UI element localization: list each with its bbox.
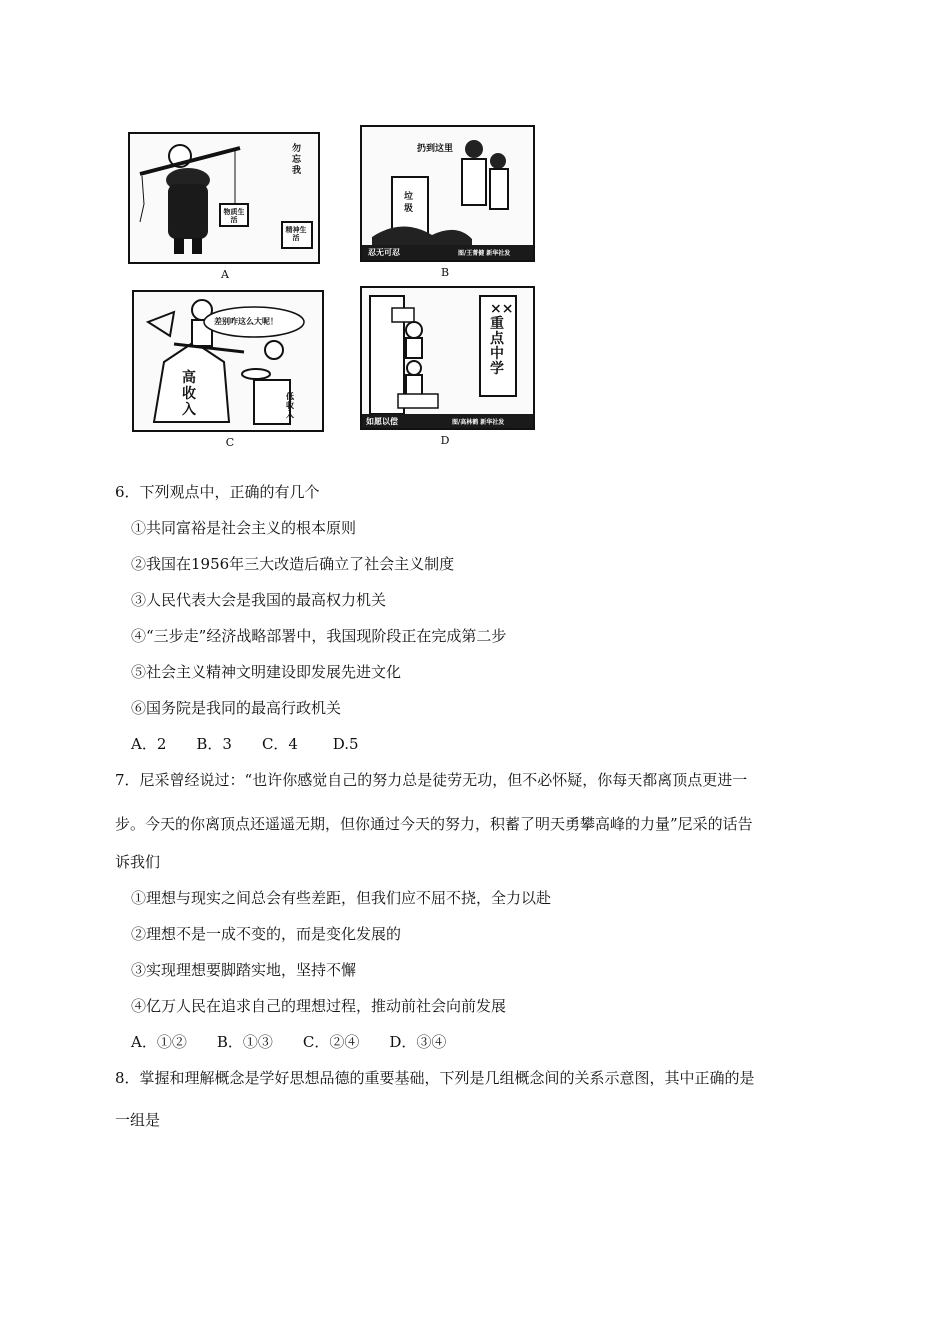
question-6-item-6: ⑥国务院是我同的最高行政机关	[131, 699, 342, 717]
cartoon-c-high-income: 高收入	[182, 370, 196, 418]
cartoon-b-sign: 垃圾	[404, 192, 414, 214]
cartoon-a-bucket-right: 精神生活	[285, 225, 307, 242]
cartoon-panel-b	[360, 125, 535, 262]
cartoon-d-bottom-left: 如愿以偿	[366, 416, 398, 426]
question-6-item-5: ⑤社会主义精神文明建设即发展先进文化	[131, 663, 402, 681]
question-7-item-2: ②理想不是一成不变的，而是变化发展的	[131, 925, 402, 943]
question-7-stem-line-3: 诉我们	[115, 853, 161, 871]
cartoon-a-drawing	[130, 134, 318, 262]
cartoon-d-bottom-right: 图/高林鹤 新华社发	[452, 419, 505, 426]
cartoon-d-banner: ××重点中学	[490, 301, 514, 377]
question-6-item-3: ③人民代表大会是我国的最高权力机关	[131, 591, 387, 609]
question-6-stem: 6．下列观点中，正确的有几个	[115, 483, 320, 501]
question-7-choices: A．①② B．①③ C．②④ D．③④	[131, 1033, 447, 1051]
question-7-stem-line-2: 步。今天的你离顶点还遥遥无期，但你通过今天的努力，积蓄了明天勇攀高峰的力量”尼采的话告	[115, 815, 753, 833]
cartoon-a-bucket-left: 物质生活	[223, 207, 245, 224]
figure-caption-a: A	[221, 268, 229, 281]
question-8-stem-line-1: 8．掌握和理解概念是学好思想品德的重要基础，下列是几组概念间的关系示意图，其中正确的是	[115, 1069, 755, 1087]
cartoon-panel-c	[132, 290, 324, 432]
question-8-stem-line-2: 一组是	[115, 1111, 161, 1129]
cartoon-a-note: 勿忘我	[292, 144, 302, 176]
question-7-item-3: ③实现理想要脚踏实地，坚持不懈	[131, 961, 357, 979]
cartoon-c-low-income: 低收入	[286, 391, 294, 419]
cartoon-b-bottom-left: 忍无可忍	[368, 247, 400, 257]
question-6-choices: A．2 B．3 C．4 D.5	[131, 735, 359, 753]
question-6-item-2: ②我国在1956年三大改造后确立了社会主义制度	[131, 555, 455, 573]
figure-caption-d: D	[440, 434, 450, 447]
cartoon-panel-d	[360, 286, 535, 430]
question-7-item-1: ①理想与现实之间总会有些差距，但我们应不屈不挠，全力以赴	[131, 889, 552, 907]
cartoon-b-bottom-right: 图/王菁健 新华社发	[458, 250, 511, 257]
cartoon-b-top-text: 扔到这里	[417, 144, 454, 154]
question-7-item-4: ④亿万人民在追求自己的理想过程，推动前社会向前发展	[131, 997, 507, 1015]
cartoon-c-speech: 差别咋这么大呢！	[214, 316, 278, 326]
question-7-stem-line-1: 7．尼采曾经说过：“也许你感觉自己的努力总是徒劳无功，但不必怀疑，你每天都离顶点更进一	[115, 771, 748, 789]
cartoon-panel-a	[128, 132, 320, 264]
figure-caption-b: B	[440, 266, 450, 279]
question-6-item-4: ④“三步走”经济战略部署中，我国现阶段正在完成第二步	[131, 627, 507, 645]
question-6-item-1: ①共同富裕是社会主义的根本原则	[131, 519, 357, 537]
figure-caption-c: C	[225, 436, 235, 449]
